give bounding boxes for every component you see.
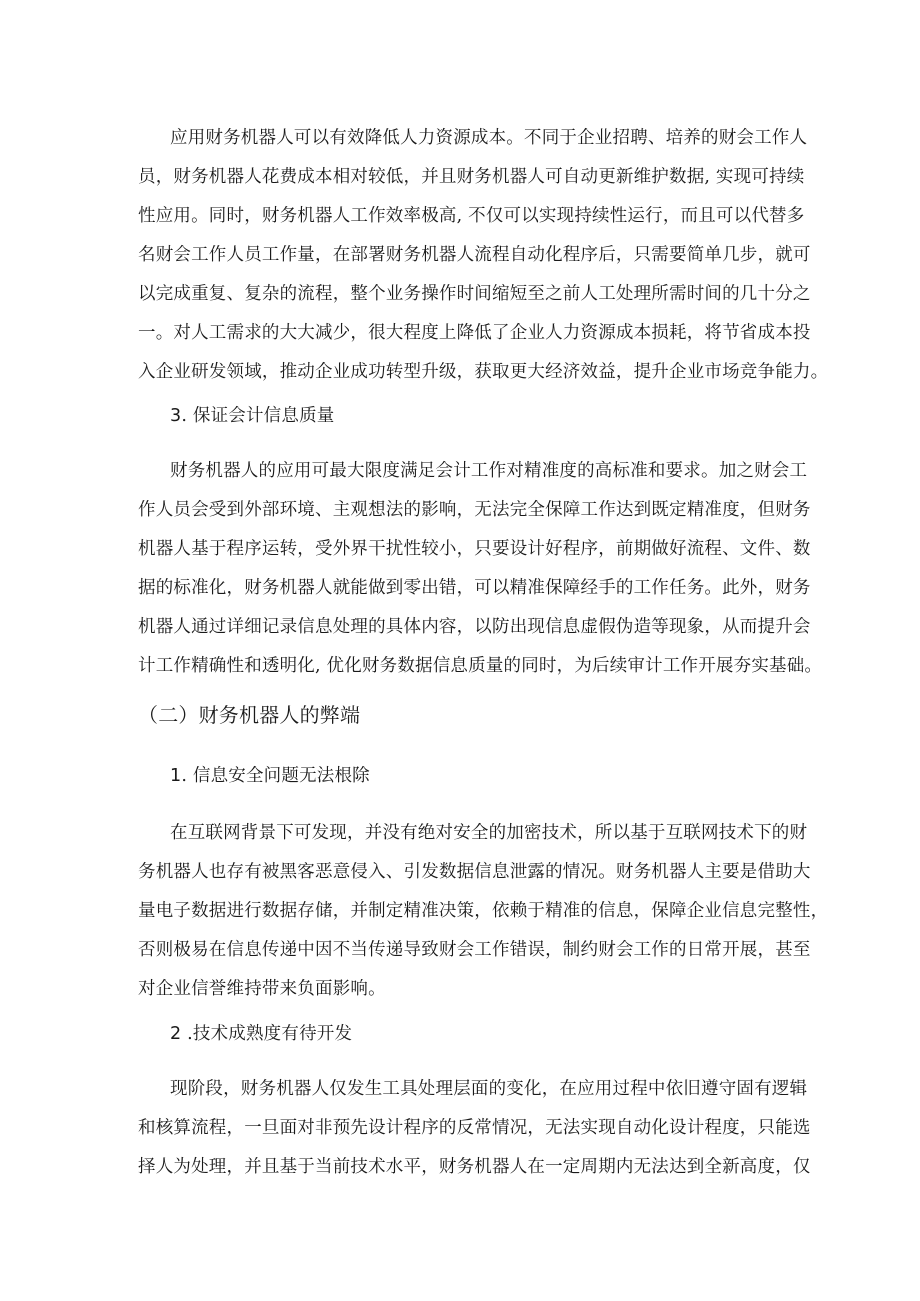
subheading-info-security xyxy=(170,765,370,787)
text-line: 财务机器人的应用可最大限度满足会计工作对精准度的高标准和要求。加之财会工 xyxy=(170,461,808,481)
subheading-number: 3 xyxy=(170,406,182,426)
text-line: 现阶段，财务机器人仅发生工具处理层面的变化，在应用过程中依旧遵守固有逻辑 xyxy=(170,1079,808,1099)
text-line: 应用财务机器人可以有效降低人力资源成本。不同于企业招聘、培养的财会工作人 xyxy=(170,128,808,148)
subheading-text: . 保证会计信息质量 xyxy=(181,406,335,426)
text-line: 量电子数据进行数据存储，并制定精准决策，依赖于精准的信息，保障企业信息完整性， xyxy=(138,901,829,921)
text-line: 据的标准化，财务机器人就能做到零出错，可以精准保障经手的工作任务。此外，财务 xyxy=(138,578,811,598)
text-line: 否则极易在信息传递中因不当传递导致财会工作错误，制约财会工作的日常开展，甚至 xyxy=(138,940,811,960)
text-line: 择人为处理，并且基于当前技术水平，财务机器人在一定周期内无法达到全新高度，仅 xyxy=(138,1157,811,1177)
text-line: 对企业信誉维持带来负面影响。 xyxy=(138,979,386,999)
subheading-text: . 信息安全问题无法根除 xyxy=(181,766,370,786)
subheading-text: .技术成熟度有待开发 xyxy=(181,1024,353,1044)
text-line: 入企业研发领域，推动企业成功转型升级，获取更大经济效益，提升企业市场竞争能力。 xyxy=(138,362,829,382)
text-line: 名财会工作人员工作量，在部署财务机器人流程自动化程序后，只需要简单几步，就可 xyxy=(138,245,811,265)
text-line: 以完成重复、复杂的流程，整个业务操作时间缩短至之前人工处理所需时间的几十分之 xyxy=(138,284,811,304)
text-line: 机器人通过详细记录信息处理的具体内容，以防出现信息虚假伪造等现象，从而提升会 xyxy=(138,617,811,637)
text-line: 员，财务机器人花费成本相对较低，并且财务机器人可自动更新维护数据, 实现可持续 xyxy=(138,167,805,187)
text-line: 在互联网背景下可发现，并没有绝对安全的加密技术，所以基于互联网技术下的财 xyxy=(170,823,808,843)
subheading-accounting-quality xyxy=(170,405,334,427)
subheading-tech-maturity xyxy=(170,1023,352,1045)
text-line: 一。对人工需求的大大减少，很大程度上降低了企业人力资源成本损耗，将节省成本投 xyxy=(138,323,811,343)
text-line: 和核算流程，一旦面对非预先设计程序的反常情况，无法实现自动化设计程度，只能选 xyxy=(138,1118,811,1138)
subheading-number: 1 xyxy=(170,766,182,786)
text-line: 性应用。同时，财务机器人工作效率极高, 不仅可以实现持续性运行，而且可以代替多 xyxy=(138,206,805,226)
subheading-number: 2 xyxy=(170,1024,182,1044)
text-line: 计工作精确性和透明化, 优化财务数据信息质量的同时，为后续审计工作开展夯实基础。 xyxy=(138,656,823,676)
section-heading-drawbacks: （二）财务机器人的弊端 xyxy=(138,703,361,727)
text-line: 务机器人也存有被黑客恶意侵入、引发数据信息泄露的情况。财务机器人主要是借助大 xyxy=(138,862,811,882)
text-line: 机器人基于程序运转，受外界干扰性较小，只要设计好程序，前期做好流程、文件、数 xyxy=(138,539,811,559)
text-line: 作人员会受到外部环境、主观想法的影响，无法完全保障工作达到既定精准度，但财务 xyxy=(138,500,811,520)
